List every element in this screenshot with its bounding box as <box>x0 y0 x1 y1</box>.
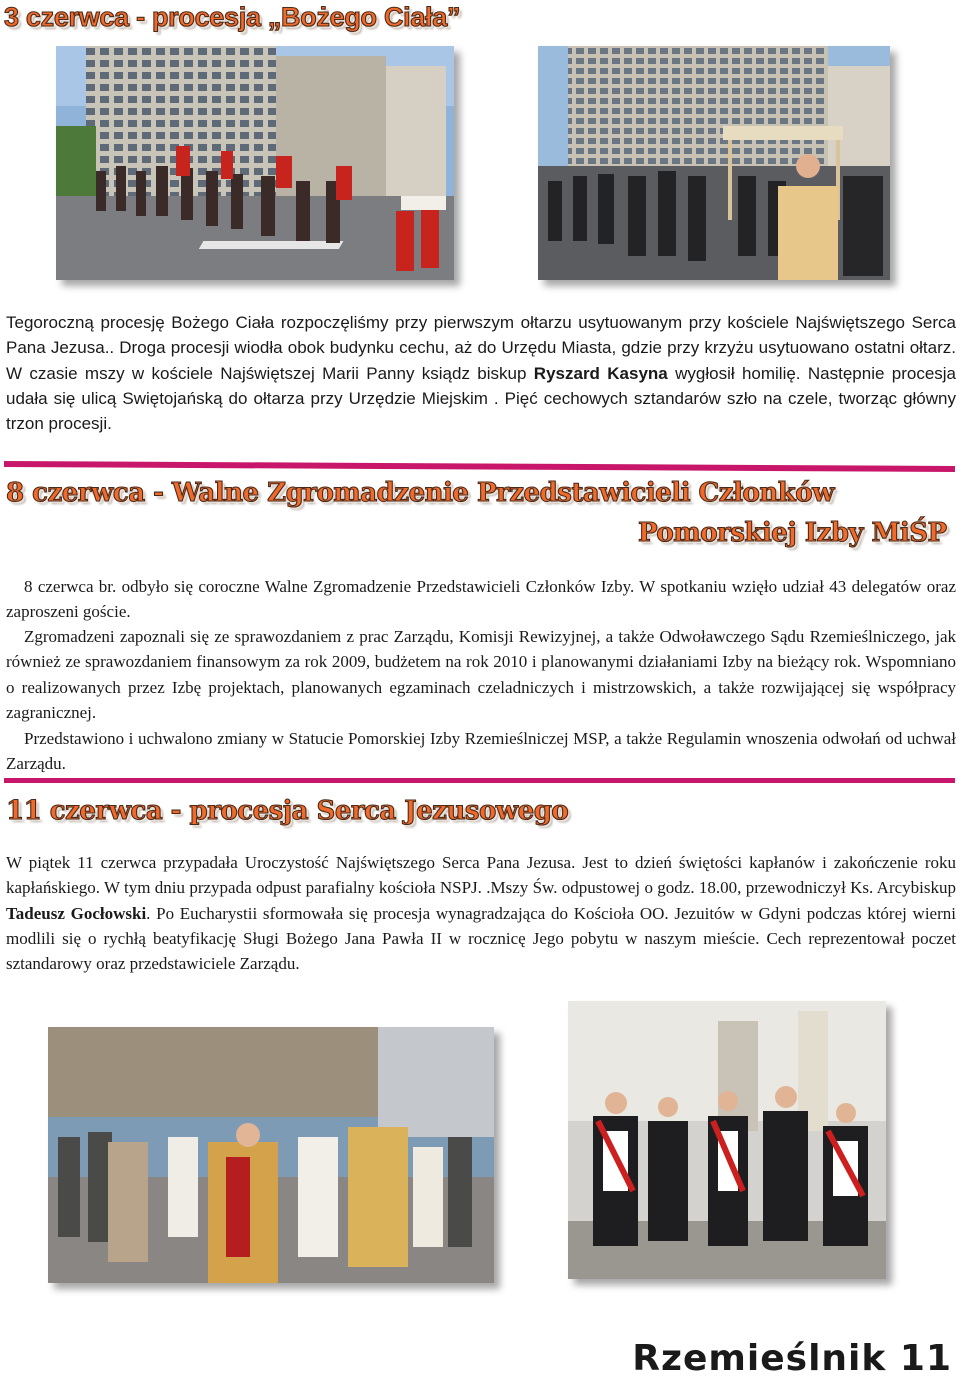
photo-corpus-christi-procession-banners <box>56 46 454 280</box>
photo-corpus-christi-canopy-priest <box>538 46 890 280</box>
magazine-title: Rzemieślnik <box>632 1338 887 1379</box>
paragraph-general-assembly-3: Przedstawiono i uchwalono zmiany w Statucie Pomorskiej Izby Rzemieślniczej MSP, a także Regulamin wnoszenia odwołań od uchwał Zarządu. <box>6 729 956 774</box>
footer-magazine-page <box>632 1338 952 1379</box>
text-run: wygłosił homilię. Następnie procesja udała się ulicą Swiętojańską do ołtarza przy Urzędzie Miejskim . Pięć cechowych sztandarów szło na czele, tworząc główny trzon procesji. <box>6 363 957 434</box>
heading-corpus-christi: 3 czerwca - procesja „Bożego Ciała” <box>4 2 461 32</box>
text-run: . Po Eucharystii sformowała się procesja wynagradzająca do Kościoła OO. Jezuitów w Gdyni podczas której wierni modlili się o rychłą beatyfikację Sługi Bożego Jana Pawła II w rocznicę Jego pobytu w naszym mieście. Cech reprezentował poczet sztandarowy oraz przedstawiciele Zarządu. <box>6 903 956 974</box>
page-number: 11 <box>899 1338 952 1379</box>
paragraph-sacred-heart <box>6 850 956 976</box>
photo-sacred-heart-standard-bearers <box>568 1001 886 1279</box>
paragraph-corpus-christi <box>6 310 956 436</box>
photo-sacred-heart-procession <box>48 1027 494 1283</box>
paragraph-general-assembly-2: Zgromadzeni zapoznali się ze sprawozdaniem z prac Zarządu, Komisji Rewizyjnej, a także Odwoławczego Sądu Rzemieślniczego, jak również ze sprawozdaniem finansowym za rok 2009, budżetem na rok 2010 i planowanymi działaniami Izby na bieżący rok. Wspomniano o realizowanych przez Izbę projektach, planowanych egzaminach czeladniczych i mistrzowskich, a także rozwijającej się współpracy zagranicznej. <box>6 627 956 722</box>
paragraph-general-assembly-1: 8 czerwca br. odbyło się coroczne Walne Zgromadzenie Przedstawicieli Członków Izby. W spotkaniu wzięło udział 43 delegatów oraz zaproszeni goście. <box>6 577 956 622</box>
heading-sacred-heart: 11 czerwca - procesja Serca Jezusowego <box>6 796 569 826</box>
name-archbishop: Tadeusz Gocłowski <box>6 903 147 923</box>
name-bishop: Ryszard Kasyna <box>533 363 668 383</box>
heading-general-assembly-line1: 8 czerwca - Walne Zgromadzenie Przedstawicieli Członków <box>6 478 834 508</box>
text-run: W piątek 11 czerwca przypadała Uroczystość Najświętszego Serca Pana Jezusa. Jest to dzień świętości kapłanów i zakończenie roku kapłańskiego. W tym dniu przypada odpust parafialny kościoła NSPJ. .Mszy Św. odpustowej o godz. 18.00, przewodniczył Ks. Arcybiskup <box>6 853 956 898</box>
section-divider <box>4 778 955 783</box>
text-run: Tegoroczną procesję Bożego Ciała rozpoczęliśmy przy pierwszym ołtarzu usytuowanym przy kościele Najświętszego Serca Pana Jezusa.. Droga procesji wiodła obok budynku cechu, aż do Urzędu Miasta, gdzie przy krzyżu usytuowano ostatni ołtarz. W czasie mszy w kościele Najświętszej Marii Panny ksiądz biskup <box>6 313 956 383</box>
heading-general-assembly-line2: Pomorskiej Izby MiŚP <box>638 518 947 548</box>
section-divider <box>4 461 955 472</box>
